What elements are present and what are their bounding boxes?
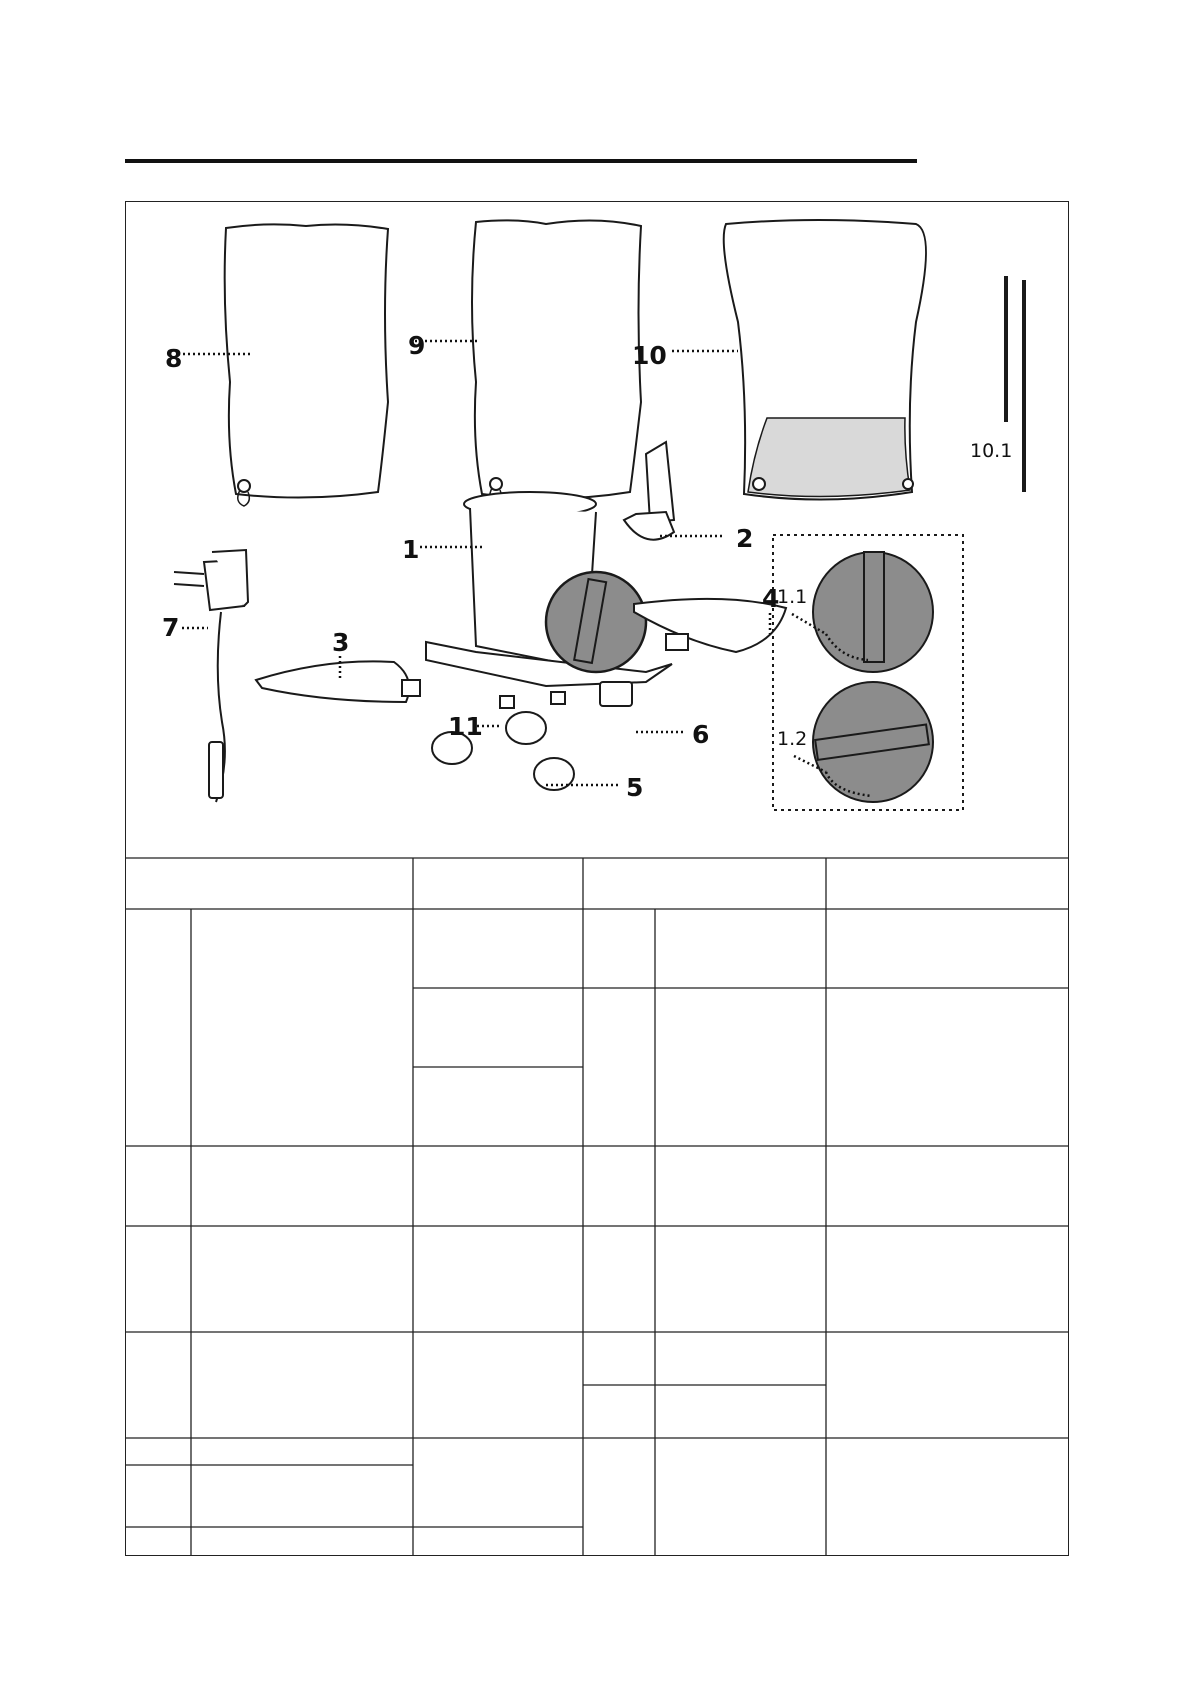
callout-1-1: 1.1 <box>777 586 808 608</box>
callout-10-1: 10.1 <box>970 440 1013 462</box>
callout-8: 8 <box>165 344 183 373</box>
callout-4: 4 <box>762 584 780 613</box>
callout-11: 11 <box>448 712 483 741</box>
callout-6: 6 <box>692 720 710 749</box>
callout-1: 1 <box>402 535 420 564</box>
callout-1-2: 1.2 <box>777 728 808 750</box>
callout-2: 2 <box>736 524 754 553</box>
callout-10: 10 <box>632 341 667 370</box>
callout-3: 3 <box>332 628 350 657</box>
callout-7: 7 <box>162 613 180 642</box>
callout-5: 5 <box>626 773 644 802</box>
callout-9: 9 <box>408 331 426 360</box>
